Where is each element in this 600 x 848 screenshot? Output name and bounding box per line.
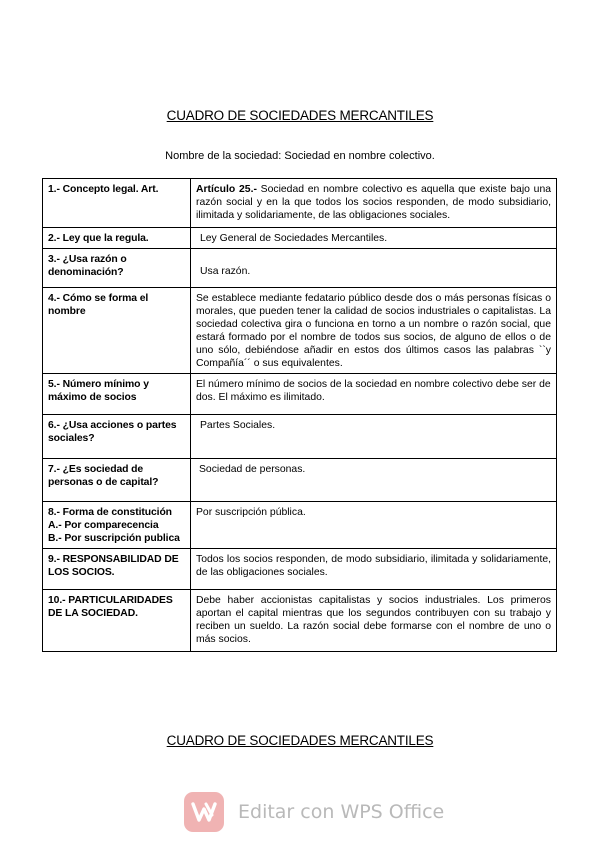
label-line: nombre: [48, 306, 86, 317]
label-line: DE LA SOCIEDAD.: [48, 608, 138, 619]
row-label: [43, 228, 191, 249]
row-value: [191, 502, 557, 549]
row-value: [191, 549, 557, 590]
label-line: B.- Por suscripción publica: [48, 533, 180, 544]
article-reference: Artículo 25.-: [196, 184, 257, 195]
wps-logo-icon: [184, 792, 224, 832]
row-value: [191, 415, 557, 459]
row-label: [43, 502, 191, 549]
label-line: 3.- ¿Usa razón o: [48, 254, 127, 265]
label-line: 2.- Ley que la regula.: [48, 233, 149, 244]
value-text: Sociedad de personas.: [199, 464, 306, 475]
row-label: [43, 549, 191, 590]
label-line: 4.- Cómo se forma el: [48, 293, 149, 304]
table-row: [43, 502, 557, 549]
row-label: [43, 590, 191, 652]
label-line: 8.- Forma de constitución: [48, 507, 172, 518]
value-text: Se establece mediante fedatario público desde dos o más personas físicas o morales, que pueden tener la calidad de socios industriales o capitalistas. La sociedad colectiva gira o funciona en torno a un nombre o razón social, que estará formado por el nombre de todos sus socios, de alguno de ellos o de uno sólo, debiéndose añadir en estos dos últimos casos las palabras ``y Compañía´´ o sus equivalentes.: [196, 293, 551, 369]
table-row: [43, 249, 557, 288]
label-line: personas o de capital?: [48, 477, 159, 488]
row-label: [43, 459, 191, 502]
table-row: [43, 374, 557, 415]
wps-watermark[interactable]: [184, 790, 444, 834]
row-label: [43, 288, 191, 374]
value-text: El número mínimo de socios de la sociedad en nombre colectivo debe ser de dos. El máximo es ilimitado.: [196, 379, 551, 403]
label-line: 7.- ¿Es sociedad de: [48, 464, 144, 475]
value-text: Ley General de Sociedades Mercantiles.: [200, 233, 388, 244]
next-page-title: CUADRO DE SOCIEDADES MERCANTILES: [166, 733, 434, 748]
row-value: [191, 459, 557, 502]
table-row: [43, 415, 557, 459]
label-line: 9.- RESPONSABILIDAD DE: [48, 554, 179, 565]
label-line: 6.- ¿Usa acciones o partes: [48, 420, 177, 431]
value-text: Sociedad en nombre colectivo es aquella que existe bajo una razón social y en la que todos los socios responden, de modo subsidiario, ilimitada y solidariamente, de las obligaciones sociales.: [196, 184, 552, 221]
table-row: [43, 179, 557, 228]
row-value: [191, 179, 557, 228]
label-line: 10.- PARTICULARIDADES: [48, 595, 173, 606]
row-value: [191, 228, 557, 249]
row-label: [43, 249, 191, 288]
value-text: Todos los socios responden, de modo subsidiario, ilimitada y solidariamente, de las obligaciones sociales.: [196, 554, 551, 578]
row-value: [191, 590, 557, 652]
society-name-line: Nombre de la sociedad: Sociedad en nombre colectivo.: [165, 150, 435, 162]
row-value: [191, 374, 557, 415]
label-line: máximo de socios: [48, 392, 137, 403]
row-label: [43, 179, 191, 228]
societies-table: [42, 178, 557, 652]
table-row: [43, 549, 557, 590]
document-title: CUADRO DE SOCIEDADES MERCANTILES: [166, 108, 434, 123]
value-text: Por suscripción pública.: [196, 507, 306, 518]
wps-watermark-text: Editar con WPS Office: [238, 801, 445, 823]
table-row: [43, 590, 557, 652]
table-row: [43, 228, 557, 249]
row-value: [191, 288, 557, 374]
label-line: denominación?: [48, 267, 124, 278]
label-line: sociales?: [48, 433, 95, 444]
table-row: [43, 288, 557, 374]
value-text: Usa razón.: [200, 266, 251, 277]
table-row: [43, 459, 557, 502]
value-text: Debe haber accionistas capitalistas y socios industriales. Los primeros aportan el capital mientras que los segundos contribuyen con su trabajo y reciben un sueldo. La razón social debe formarse con el nombre de uno o más socios.: [196, 595, 551, 645]
value-text: Partes Sociales.: [200, 420, 276, 431]
label-line: 1.- Concepto legal. Art.: [48, 184, 159, 195]
label-line: A.- Por comparecencia: [48, 520, 159, 531]
row-value: [191, 249, 557, 288]
row-label: [43, 374, 191, 415]
row-label: [43, 415, 191, 459]
label-line: LOS SOCIOS.: [48, 567, 115, 578]
label-line: 5.- Número mínimo y: [48, 379, 149, 390]
